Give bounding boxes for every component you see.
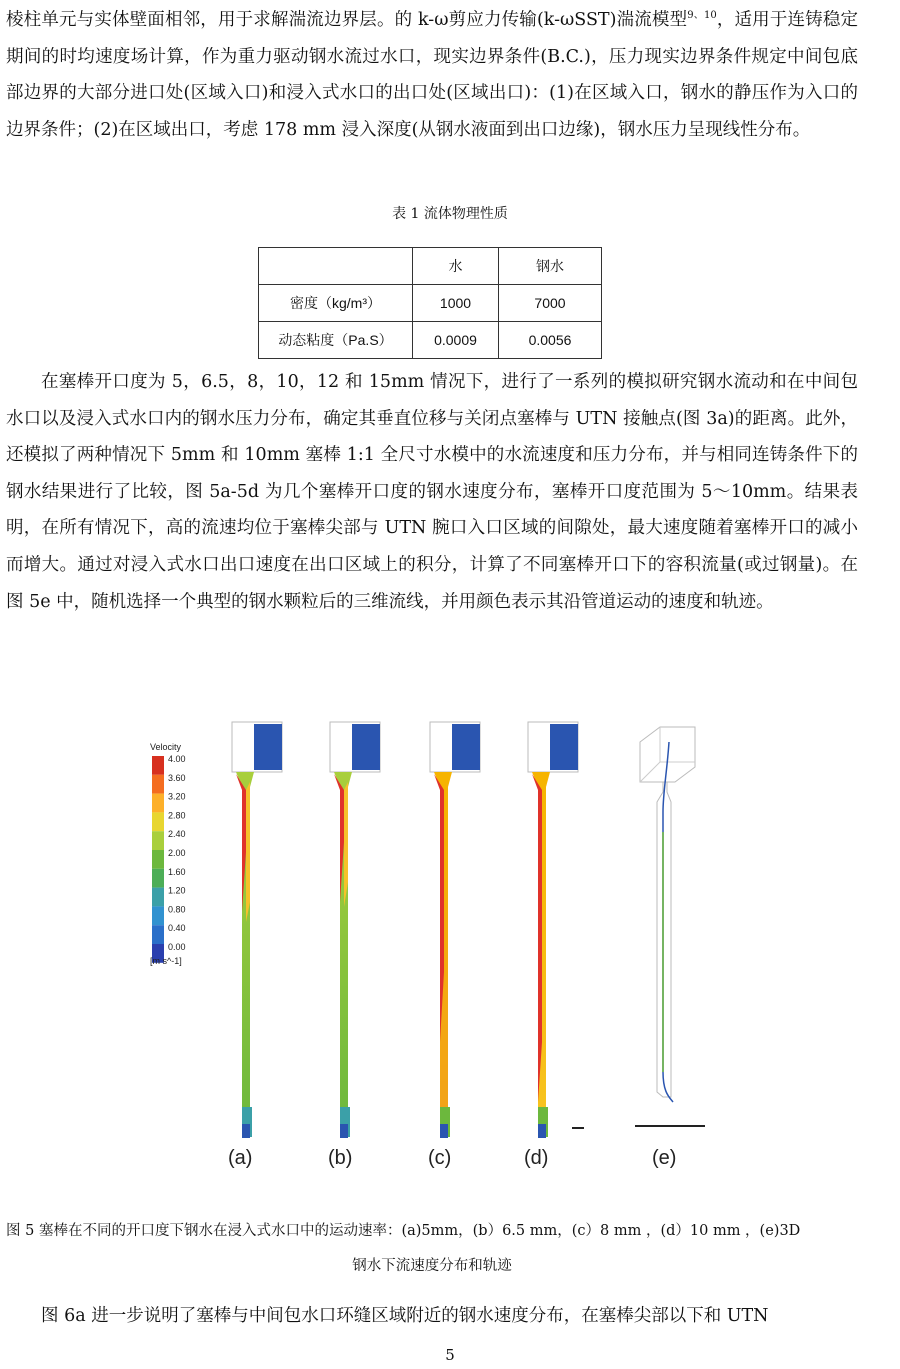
legend-swatch <box>152 888 164 907</box>
table-header-empty <box>259 248 413 285</box>
table-header-water: 水 <box>413 248 499 285</box>
legend-tick-label: 0.00 <box>168 942 186 952</box>
table-row-label: 动态粘度（Pa.S） <box>259 322 413 359</box>
legend-tick-label: 0.40 <box>168 923 186 934</box>
panel-label-c: (c) <box>428 1147 452 1169</box>
legend-unit: [m s^-1] <box>150 956 182 966</box>
table-row-label: 密度（kg/m³） <box>259 285 413 322</box>
paragraph-3: 图 6a 进一步说明了塞棒与中间包水口环缝区域附近的钢水速度分布，在塞棒尖部以下和 UTN <box>41 1306 769 1326</box>
legend-swatch <box>152 812 164 831</box>
figure-5-caption-line-2: 钢水下流速度分布和轨迹 <box>352 1258 512 1274</box>
legend-title: Velocity <box>150 742 182 752</box>
table-cell-water: 0.0009 <box>413 322 499 359</box>
panel-c-contour <box>430 722 480 1138</box>
legend-swatch <box>152 906 164 925</box>
table-row <box>259 285 602 322</box>
figure-5-caption <box>6 1214 858 1284</box>
panel-label-b: (b) <box>328 1147 353 1169</box>
page-number: 5 <box>445 1346 455 1364</box>
legend-tick-label: 1.20 <box>168 885 186 896</box>
panel-e-3d-streamline <box>635 727 705 1126</box>
paragraph-2: 在塞棒开口度为 5，6.5，8，10，12 和 15mm 情况下，进行了一系列的模拟研究钢水流动和在中间包水口以及浸入式水口内的钢水压力分布，确定其垂直位移与关闭点塞棒与 UTN 接触点(图 3a)的距离。此外，还模拟了两种情况下 5mm 和 10mm 塞棒 1:1 全尺寸水模中的水流速度和压力分布，并与相同连铸条件下的钢水结果进行了比较，图 5a-5d 为几个塞棒开口度的钢水速度分布，塞棒开口度范围为 5～10mm。结果表明，在所有情况下，高的流速均位于塞棒尖部与 UTN 腕口入口区域的间隙处，最大速度随着塞棒开口的减小而增大。通过对浸入式水口出口速度在出口区域上的积分，计算了不同塞棒开口下的容积流量(或过钢量)。在图 5e 中，随机选择一个典型的钢水颗粒后的三维流线，并用颜色表示其沿管道运动的速度和轨迹。 <box>6 372 858 612</box>
panel-label-a: (a) <box>228 1147 253 1169</box>
panel-d-contour <box>528 722 584 1138</box>
panel-label-e: (e) <box>652 1147 677 1169</box>
legend-swatch <box>152 775 164 794</box>
panel-a-contour <box>232 722 282 1138</box>
legend-swatch <box>152 794 164 813</box>
panel-label-d: (d) <box>524 1147 549 1169</box>
table-1-caption: 表 1 流体物理性质 <box>392 206 508 222</box>
paragraph-1-text-a: 棱柱单元与实体壁面相邻，用于求解湍流边界层。的 k-ω剪应力传输(k-ωSST)湍流模型 <box>6 10 688 30</box>
paragraph-1-text-b: ，适用于连铸稳定期间的时均速度场计算，作为重力驱动钢水流过水口，现实边界条件(B.C.)，压力现实边界条件规定中间包底部边界的大部分进口处(区域入口)和浸入式水口的出口处(区域出口)：(1)在区域入口，钢水的静压作为入口的边界条件；(2)在区域出口，考虑 178 mm 浸入深度(从钢水液面到出口边缘)，钢水压力呈现线性分布。 <box>6 10 858 140</box>
table-cell-water: 1000 <box>413 285 499 322</box>
legend-tick-label: 3.60 <box>168 772 186 783</box>
legend-swatch <box>152 831 164 850</box>
figure-5-caption-line-1: 图 5 塞棒在不同的开口度下钢水在浸入式水口中的运动速率：(a)5mm，(b）6.5 mm，(c）8 mm ，(d）10 mm ，(e)3D <box>6 1223 801 1239</box>
legend-tick-label: 4.00 <box>168 754 186 764</box>
legend-tick-label: 1.60 <box>168 866 186 877</box>
fluid-properties-table <box>258 247 602 359</box>
legend-swatch <box>152 869 164 888</box>
panel-b-contour <box>330 722 380 1138</box>
reference-superscript: 9、10 <box>687 10 717 22</box>
paragraph-1 <box>6 2 858 148</box>
legend-swatch <box>152 850 164 869</box>
table-row <box>259 322 602 359</box>
legend-tick-label: 0.80 <box>168 904 186 915</box>
legend-swatch <box>152 756 164 775</box>
table-cell-steel: 7000 <box>499 285 602 322</box>
legend-swatch <box>152 925 164 944</box>
legend-tick-label: 2.80 <box>168 810 186 821</box>
table-header-steel: 钢水 <box>499 248 602 285</box>
legend-tick-label: 2.00 <box>168 848 186 858</box>
velocity-legend <box>150 742 186 966</box>
legend-tick-label: 2.40 <box>168 829 186 840</box>
legend-tick-label: 3.20 <box>168 791 186 802</box>
figure-5-velocity-contours <box>140 712 740 1182</box>
table-header-row <box>259 248 602 285</box>
table-cell-steel: 0.0056 <box>499 322 602 359</box>
